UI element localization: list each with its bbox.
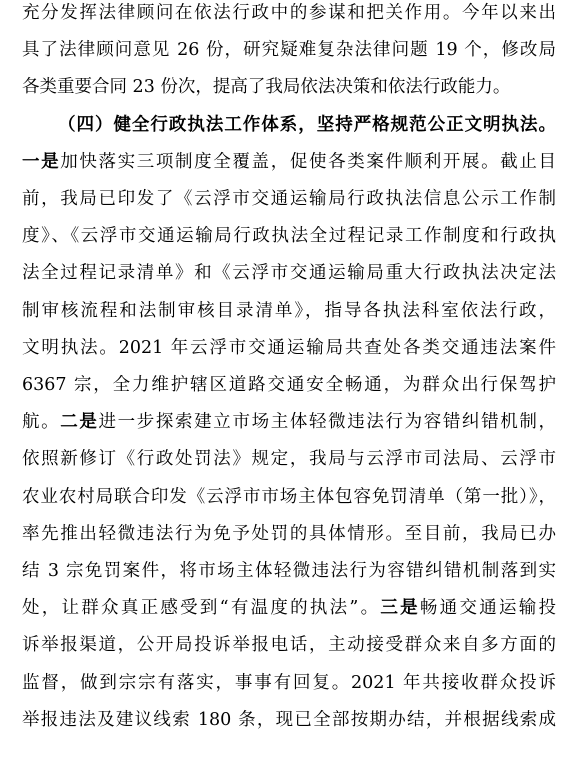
text-line [22,707,556,733]
text-segment: 制审核流程和法制审核目录清单》，指导各执法科室依法行政， [22,300,556,321]
text-segment: 文明执法。2021 年云浮市交通运输局共查处各类交通违法案件 [22,337,556,358]
text-line [22,446,556,472]
text-segment: 各类重要合同 23 份次，提高了我局依法决策和依法行政能力。 [22,77,511,98]
text-segment: 航。 [22,412,61,433]
text-segment: 农业农村局联合印发《云浮市市场主体包容免罚清单（第一批）》， [22,486,556,507]
text-segment: 监督，做到宗宗有落实，事事有回复。2021 年共接收群众投诉 [22,672,556,693]
text-line [22,409,556,435]
text-segment: 6367 宗，全力维护辖区道路交通安全畅通，为群众出行保驾护 [22,375,556,395]
text-line [22,37,556,63]
text-segment: 充分发挥法律顾问在依法行政中的参谋和把关作用。今年以来出 [22,3,556,23]
text-segment: 依照新修订《行政处罚法》规定，我局与云浮市司法局、云浮市 [22,449,556,470]
text-line [22,74,556,100]
text-line [22,149,556,175]
text-line [22,372,556,398]
text-segment: 进一步探索建立市场主体轻微违法行为容错纠错机制， [98,412,556,433]
text-segment: 结 3 宗免罚案件，将市场主体轻微违法行为容错纠错机制落到实 [22,561,556,581]
text-segment: 畅通交通运输投 [419,598,556,619]
text-segment: 度》、《云浮市交通运输局行政执法全过程记录工作制度和行政执 [22,226,556,247]
text-line [22,632,556,658]
text-segment: 具了法律顾问意见 26 份，研究疑难复杂法律问题 19 个，修改局 [22,40,556,61]
bold-text-segment: （四）健全行政执法工作体系，坚持严格规范公正文明执法。 [58,114,556,135]
text-line [22,335,556,361]
text-segment: 处，让群众真正感受到“有温度的执法”。 [22,598,381,619]
text-line [22,670,556,696]
bold-text-segment: 一是 [22,151,61,172]
text-line [22,484,556,510]
text-line [22,595,556,621]
text-segment: 诉举报渠道，公开局投诉举报电话，主动接受群众来自多方面的 [22,635,556,656]
text-line [22,521,556,547]
text-line [22,186,556,212]
text-line [58,112,556,138]
text-line [22,223,556,249]
text-line [22,298,556,324]
text-segment: 举报违法及建议线索 180 条，现已全部按期办结，并根据线索成 [22,709,556,730]
text-segment: 前，我局已印发了《云浮市交通运输局行政执法信息公示工作制 [22,189,556,209]
text-segment: 加快落实三项制度全覆盖，促使各类案件顺利开展。截止目 [60,151,556,172]
text-line [22,0,556,26]
text-segment: 率先推出轻微违法行为免予处罚的具体情形。至目前，我局已办 [22,523,556,544]
bold-text-segment: 三是 [380,598,420,619]
bold-text-segment: 二是 [60,412,99,433]
text-line [22,558,556,584]
text-line [22,260,556,286]
text-segment: 法全过程记录清单》和《云浮市交通运输局重大行政执法决定法 [22,263,556,284]
